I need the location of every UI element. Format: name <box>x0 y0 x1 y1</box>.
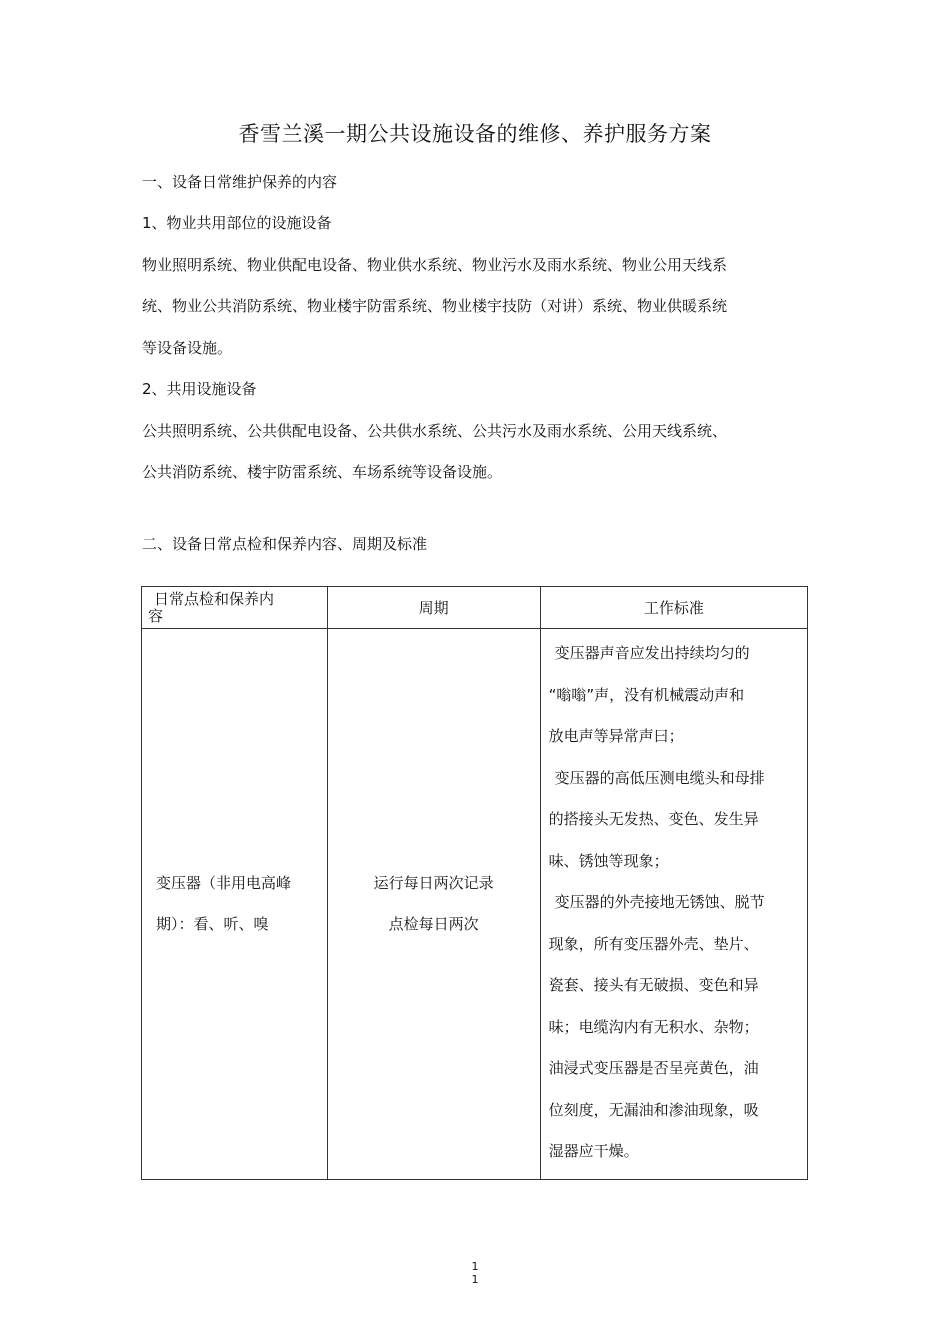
page-number: 1 <box>471 1273 479 1286</box>
table-row <box>142 629 808 1180</box>
standard-line: 位刻度，无漏油和渗油现象，吸 <box>548 1100 759 1119</box>
sub1-heading: 1、物业共用部位的设施设备 <box>142 214 332 232</box>
maintenance-table <box>141 586 808 1180</box>
row-standard <box>540 629 807 1180</box>
row-content <box>142 629 328 1180</box>
standard-line: 放电声等异常声曰； <box>548 727 684 745</box>
header-standard: 工作标准 <box>540 587 807 629</box>
row-content-line: 期）：看、听、嗅 <box>156 914 269 933</box>
sub2-text-line: 公共消防系统、楼宇防雷系统、车场系统等设备设施。 <box>142 463 503 481</box>
table-header-row <box>142 587 808 629</box>
standard-line: “嗡嗡”声，没有机械震动声和 <box>548 685 745 704</box>
standard-line: 湿器应干燥。 <box>548 1142 639 1160</box>
sub2-text-line: 公共照明系统、公共供配电设备、公共供水系统、公共污水及雨水系统、公用天线系统、 <box>142 422 728 440</box>
header-content-line: 容 <box>148 606 164 625</box>
sub1-text-line: 统、物业公共消防系统、物业楼宇防雷系统、物业楼宇技防（对讲）系统、物业供暖系统 <box>142 297 728 315</box>
header-content <box>142 587 328 629</box>
page-number: 1 <box>471 1260 479 1273</box>
row-period-line: 点检每日两次 <box>388 914 479 933</box>
standard-line: 变压器声音应发出持续均匀的 <box>554 644 750 662</box>
document-title: 香雪兰溪一期公共设施设备的维修、养护服务方案 <box>238 122 712 146</box>
standard-line: 味、锈蚀等现象； <box>548 851 669 870</box>
row-content-line: 变压器（非用电高峰 <box>156 873 292 892</box>
row-period <box>327 629 540 1180</box>
sub1-text-line: 等设备设施。 <box>142 339 233 357</box>
header-period: 周期 <box>327 587 540 629</box>
header-content-line: 日常点检和保养内 <box>154 589 275 608</box>
section1-heading: 一、设备日常维护保养的内容 <box>142 173 338 191</box>
standard-line: 变压器的高低压测电缆头和母排 <box>554 768 765 787</box>
standard-line: 油浸式变压器是否呈亮黄色，油 <box>548 1059 759 1077</box>
standard-line: 味；电缆沟内有无积水、杂物； <box>548 1017 759 1036</box>
row-period-line: 运行每日两次记录 <box>373 873 494 892</box>
section2-heading: 二、设备日常点检和保养内容、周期及标准 <box>142 535 428 553</box>
sub2-heading: 2、共用设施设备 <box>142 380 257 398</box>
standard-line: 变压器的外壳接地无锈蚀、脱节 <box>554 893 765 911</box>
sub1-text-line: 物业照明系统、物业供配电设备、物业供水系统、物业污水及雨水系统、物业公用天线系 <box>142 256 728 274</box>
standard-line: 瓷套、接头有无破损、变色和异 <box>548 976 759 994</box>
standard-line: 的搭接头无发热、变色、发生异 <box>548 810 759 828</box>
standard-line: 现象，所有变压器外壳、垫片、 <box>548 934 759 953</box>
